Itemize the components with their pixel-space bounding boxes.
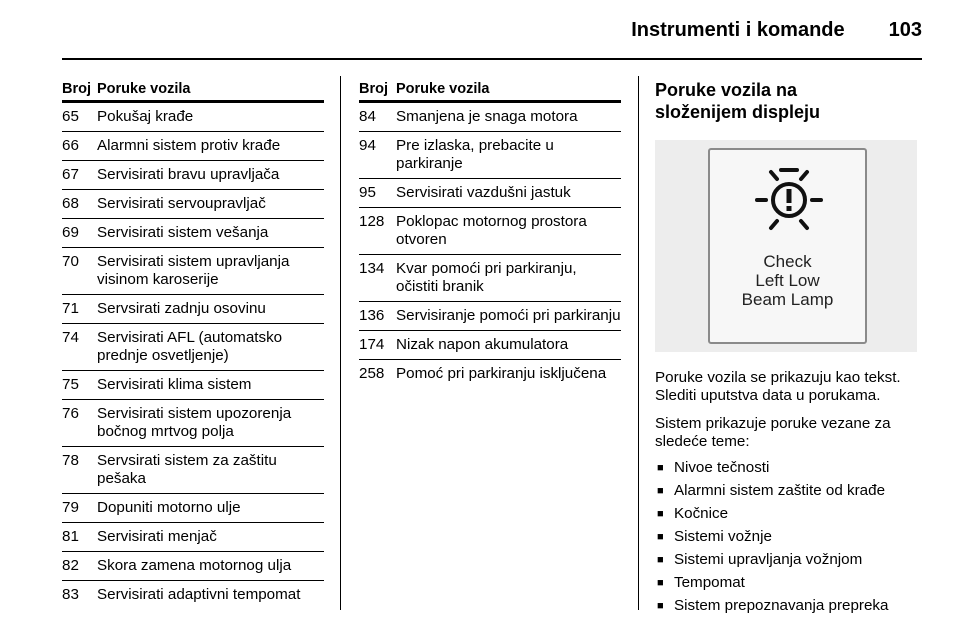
table-header: [359, 80, 621, 103]
paragraph-2: Sistem prikazuje poruke vezane za sledeće teme:: [655, 415, 891, 450]
message-number: 83: [62, 586, 79, 603]
table-row: [359, 331, 621, 360]
message-text: Servsirati sistem za zaštitu pešaka: [97, 452, 277, 487]
headlamp-warning-icon: [753, 166, 825, 232]
table-row: [62, 447, 324, 494]
message-text: Servisirati sistem upravljanja visinom karoserije: [97, 253, 290, 288]
table-row: [62, 371, 324, 400]
list-item-text: Kočnice: [674, 505, 729, 522]
table-row: [359, 302, 621, 331]
message-number: 174: [359, 336, 385, 353]
list-item: [655, 574, 922, 592]
display-line3: Beam Lamp: [741, 290, 834, 309]
message-text: Servsirati zadnju osovinu: [97, 300, 266, 317]
table-body: [359, 103, 621, 388]
message-number: 94: [359, 137, 376, 154]
table-row: [62, 295, 324, 324]
message-text: Smanjena je snaga motora: [396, 108, 578, 125]
section-title-line1: Poruke vozila na: [655, 80, 798, 100]
list-item-text: Nivoe tečnosti: [674, 459, 770, 476]
message-number: 134: [359, 260, 385, 277]
table-row: [359, 208, 621, 255]
column-divider-1: [340, 76, 341, 610]
display-figure: [655, 140, 917, 352]
message-text: Alarmni sistem protiv krađe: [97, 137, 281, 154]
column-divider-2: [638, 76, 639, 610]
table-row: [62, 552, 324, 581]
list-item: [655, 505, 922, 523]
message-text: Skora zamena motornog ulja: [97, 557, 292, 574]
message-number: 65: [62, 108, 79, 125]
list-item: [655, 528, 922, 546]
table-row: [62, 219, 324, 248]
table-body: [62, 103, 324, 609]
bullet-square-icon: ■: [657, 508, 664, 520]
table-row: [359, 103, 621, 132]
table-row: [359, 179, 621, 208]
section-title-line2: složenijem displeju: [655, 102, 821, 122]
message-number: 78: [62, 452, 79, 469]
header-msg: Poruke vozila: [97, 81, 191, 97]
table-row: [62, 103, 324, 132]
display-panel: [708, 148, 867, 344]
list-item: [655, 597, 922, 615]
page-header: [631, 19, 922, 42]
table-row: [359, 255, 621, 302]
table-row: [62, 581, 324, 609]
bullet-square-icon: ■: [657, 554, 664, 566]
list-item: [655, 482, 922, 500]
list-item: [655, 551, 922, 569]
message-text: Servisirati bravu upravljača: [97, 166, 280, 183]
message-number: 75: [62, 376, 79, 393]
list-item-text: Alarmni sistem zaštite od krađe: [674, 482, 886, 499]
message-number: 136: [359, 307, 385, 324]
bullet-square-icon: ■: [657, 531, 664, 543]
topic-list: [655, 459, 922, 615]
bullet-square-icon: ■: [657, 600, 664, 612]
table-row: [62, 248, 324, 295]
message-number: 84: [359, 108, 376, 125]
table-row: [62, 523, 324, 552]
message-number: 68: [62, 195, 79, 212]
section-title: [655, 79, 922, 123]
message-text: Servisirati adaptivni tempomat: [97, 586, 301, 603]
messages-table-2: [359, 80, 621, 388]
page-number: 103: [888, 19, 922, 41]
table-row: [62, 161, 324, 190]
display-line1: Check: [763, 252, 812, 271]
message-text: Dopuniti motorno ulje: [97, 499, 241, 516]
bullet-square-icon: ■: [657, 462, 664, 474]
bullet-square-icon: ■: [657, 577, 664, 589]
message-number: 128: [359, 213, 385, 230]
message-text: Servisirati sistem vešanja: [97, 224, 269, 241]
header-msg: Poruke vozila: [396, 81, 490, 97]
header-num: Broj: [62, 81, 91, 97]
table-row: [62, 324, 324, 371]
message-number: 66: [62, 137, 79, 154]
list-item-text: Tempomat: [674, 574, 745, 591]
message-text: Servisirati sistem upozorenja bočnog mrtvog polja: [97, 405, 292, 440]
display-message: [710, 252, 865, 309]
bullet-square-icon: ■: [657, 485, 664, 497]
message-text: Servisirati servoupravljač: [97, 195, 266, 212]
message-number: 95: [359, 184, 376, 201]
message-text: Servisirati menjač: [97, 528, 217, 545]
header-divider: [62, 58, 922, 60]
message-text: Servisirati AFL (automatsko prednje osvetljenje): [97, 329, 283, 364]
message-number: 258: [359, 365, 385, 382]
message-text: Servisirati vazdušni jastuk: [396, 184, 571, 201]
message-text: Pomoć pri parkiranju isključena: [396, 365, 607, 382]
display-line2: Left Low: [755, 271, 820, 290]
list-item-text: Sistemi vožnje: [674, 528, 772, 545]
section-column: [655, 80, 922, 620]
table-header: [62, 80, 324, 103]
table-row: [359, 132, 621, 179]
table-row: [62, 132, 324, 161]
message-number: 76: [62, 405, 79, 422]
list-item-text: Sistemi upravljanja vožnjom: [674, 551, 863, 568]
message-number: 71: [62, 300, 79, 317]
table-row: [62, 190, 324, 219]
table-row: [359, 360, 621, 388]
list-item-text: Sistem prepoznavanja prepreka: [674, 597, 889, 614]
messages-table-1: [62, 80, 324, 609]
message-number: 69: [62, 224, 79, 241]
message-number: 70: [62, 253, 79, 270]
message-text: Pre izlaska, prebacite u parkiranje: [396, 137, 554, 172]
header-num: Broj: [359, 81, 388, 97]
message-number: 81: [62, 528, 79, 545]
paragraph-1: Poruke vozila se prikazuju kao tekst. Slediti uputstva data u porukama.: [655, 369, 901, 404]
header-title: Instrumenti i komande: [631, 19, 845, 41]
message-text: Poklopac motornog prostora otvoren: [396, 213, 587, 248]
message-number: 79: [62, 499, 79, 516]
table-row: [62, 494, 324, 523]
message-text: Pokušaj krađe: [97, 108, 194, 125]
message-number: 82: [62, 557, 79, 574]
message-number: 74: [62, 329, 79, 346]
message-text: Kvar pomoći pri parkiranju, očistiti branik: [396, 260, 577, 295]
message-text: Servisiranje pomoći pri parkiranju: [396, 307, 621, 324]
message-text: Nizak napon akumulatora: [396, 336, 569, 353]
message-number: 67: [62, 166, 79, 183]
table-row: [62, 400, 324, 447]
message-text: Servisirati klima sistem: [97, 376, 252, 393]
list-item: [655, 459, 922, 477]
